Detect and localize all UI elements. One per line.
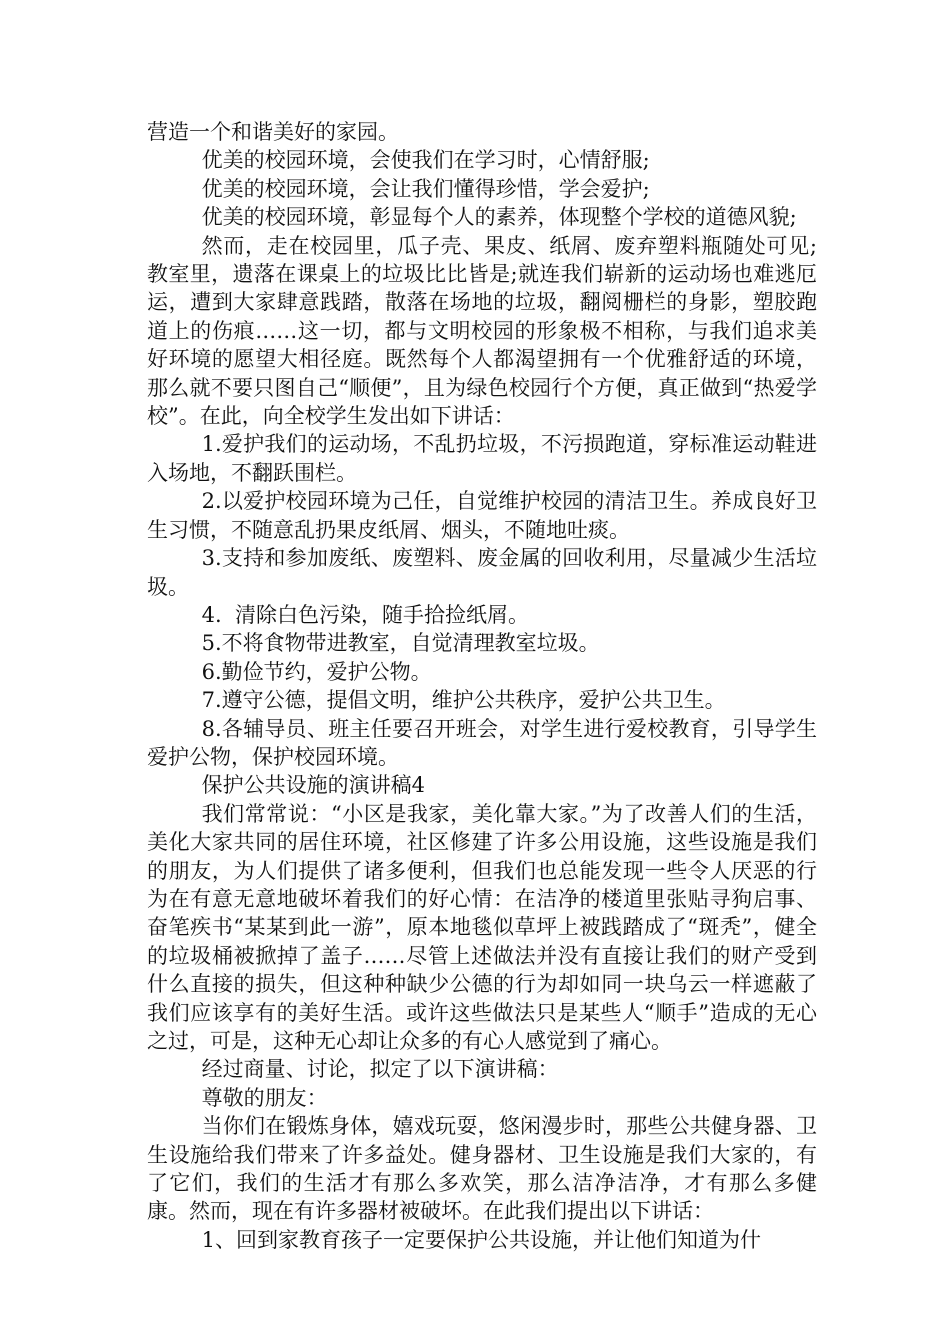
list-item: 5.不将食物带进教室，自觉清理教室垃圾。 bbox=[201, 631, 600, 656]
section-heading: 保护公共设施的演讲稿4 bbox=[201, 773, 425, 798]
paragraph: 优美的校园环境，会让我们懂得珍惜，学会爱护; bbox=[201, 176, 650, 201]
paragraph: 当你们在锻炼身体，嬉戏玩耍，悠闲漫步时，那些公共健身器、卫生设施给我们带来了许多益处。健身器材、卫生设施是我们大家的，有了它们，我们的生活才有那么多欢笑，那么洁净洁净，才有那么多健康。然而，现在有许多器材被破坏。在此我们提出以下讲话： bbox=[147, 1114, 817, 1224]
paragraph: 然而，走在校园里，瓜子壳、果皮、纸屑、废弃塑料瓶随处可见;教室里，遗落在课桌上的垃圾比比皆是;就连我们崭新的运动场也难逃厄运，遭到大家肆意践踏，散落在场地的垃圾，翻阅栅栏的身影，塑胶跑道上的伤痕……这一切，都与文明校园的形象极不相称，与我们追求美好环境的愿望大相径庭。既然每个人都渴望拥有一个优雅舒适的环境，那么就不要只图自己“顺便”，且为绿色校园行个方便，真正做到“热爱学校”。在此，向全校学生发出如下讲话： bbox=[147, 233, 817, 429]
list-item: 1.爱护我们的运动场，不乱扔垃圾，不污损跑道，穿标准运动鞋进入场地，不翻跃围栏。 bbox=[147, 432, 817, 485]
paragraph: 经过商量、讨论，拟定了以下演讲稿： bbox=[201, 1057, 559, 1082]
paragraph: 我们常常说：“小区是我家，美化靠大家。”为了改善人们的生活，美化大家共同的居住环境，社区修建了许多公用设施，这些设施是我们的朋友，为人们提供了诸多便利，但我们也总能发现一些令人厌恶的行为在有意无意地破坏着我们的好心情：在洁净的楼道里张贴寻狗启事、奋笔疾书“某某到此一游”，原本地毯似草坪上被践踏成了“斑秃”，健全的垃圾桶被掀掉了盖子……尽管上述做法并没有直接让我们的财产受到什么直接的损失，但这种种缺少公德的行为却如同一块乌云一样遮蔽了我们应该享有的美好生活。或许这些做法只是某些人“顺手”造成的无心之过，可是，这种无心却让众多的有心人感觉到了痛心。 bbox=[147, 801, 817, 1053]
paragraph: 营造一个和谐美好的家园。 bbox=[147, 120, 399, 144]
list-item: 2.以爱护校园环境为己任，自觉维护校园的清洁卫生。养成良好卫生习惯，不随意乱扔果皮纸屑、烟头，不随地吐痰。 bbox=[147, 489, 817, 542]
list-item: 8.各辅导员、班主任要召开班会，对学生进行爱校教育，引导学生爱护公物，保护校园环境。 bbox=[147, 716, 817, 769]
list-item: 4. 清除白色污染，随手拾捡纸屑。 bbox=[201, 602, 529, 627]
document-body bbox=[147, 118, 817, 1254]
list-item: 6.勤俭节约，爱护公物。 bbox=[201, 659, 432, 684]
list-item: 3.支持和参加废纸、废塑料、废金属的回收利用，尽量减少生活垃圾。 bbox=[147, 546, 817, 599]
salutation: 尊敬的朋友： bbox=[201, 1085, 328, 1110]
list-item: 1、回到家教育孩子一定要保护公共设施，并让他们知道为什 bbox=[201, 1227, 761, 1252]
list-item: 7.遵守公德，提倡文明，维护公共秩序，爱护公共卫生。 bbox=[201, 688, 726, 713]
paragraph: 优美的校园环境，彰显每个人的素养，体现整个学校的道德风貌; bbox=[201, 205, 797, 230]
paragraph: 优美的校园环境，会使我们在学习时，心情舒服; bbox=[201, 148, 650, 173]
